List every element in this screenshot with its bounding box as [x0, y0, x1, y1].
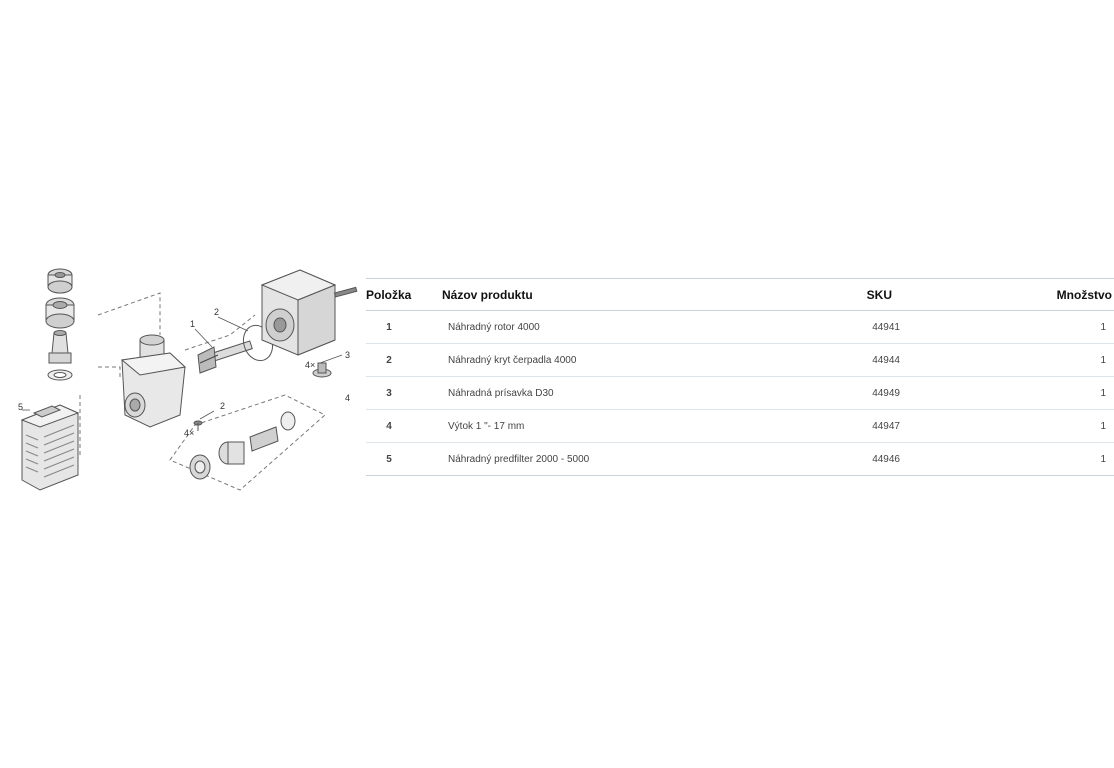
callout-5: 5: [18, 402, 24, 412]
row-sku: 44941: [742, 311, 1002, 344]
outlet-nut-icon: [48, 269, 72, 293]
table-row: [366, 443, 1114, 476]
header-qty: Množstvo: [1002, 279, 1114, 311]
row-item: 4: [366, 410, 442, 443]
row-item: 1: [366, 311, 442, 344]
parts-table: [366, 278, 1114, 476]
row-qty: 1: [1002, 311, 1114, 344]
table-row: [366, 344, 1114, 377]
header-item: Položka: [366, 279, 442, 311]
header-sku: SKU: [742, 279, 1002, 311]
screw-icon: [194, 421, 202, 431]
callout-2-bottom: 2: [220, 401, 226, 411]
row-sku: 44949: [742, 377, 1002, 410]
outlet-kit-icon: [190, 412, 295, 479]
motor-block-icon: [262, 270, 357, 355]
row-name: Výtok 1 "- 17 mm: [442, 410, 742, 443]
callout-3: 3: [345, 350, 351, 360]
table-header-row: [366, 279, 1114, 311]
table-row: [366, 410, 1114, 443]
union-nut-icon: [46, 298, 74, 328]
pump-housing-icon: [122, 335, 185, 427]
row-sku: 44947: [742, 410, 1002, 443]
row-qty: 1: [1002, 344, 1114, 377]
row-name: Náhradná prísavka D30: [442, 377, 742, 410]
row-qty: 1: [1002, 443, 1114, 476]
row-name: Náhradný rotor 4000: [442, 311, 742, 344]
row-sku: 44944: [742, 344, 1002, 377]
row-item: 2: [366, 344, 442, 377]
callout-4: 4: [345, 393, 351, 403]
callout-4x-bottom: 4×: [184, 428, 195, 438]
gasket-ring-icon: [48, 370, 72, 380]
callout-4x-right: 4×: [305, 360, 316, 370]
row-qty: 1: [1002, 410, 1114, 443]
table-row: [366, 311, 1114, 344]
table-row: [366, 377, 1114, 410]
row-sku: 44946: [742, 443, 1002, 476]
header-name: Názov produktu: [442, 279, 742, 311]
suction-cup-icon: [313, 363, 331, 377]
row-qty: 1: [1002, 377, 1114, 410]
callout-2-top: 2: [214, 307, 220, 317]
prefilter-icon: [22, 405, 78, 490]
exploded-pump-diagram: [0, 255, 360, 500]
row-item: 5: [366, 443, 442, 476]
row-item: 3: [366, 377, 442, 410]
row-name: Náhradný predfilter 2000 - 5000: [442, 443, 742, 476]
hose-adapter-icon: [49, 331, 71, 364]
callout-1: 1: [190, 319, 196, 329]
row-name: Náhradný kryt čerpadla 4000: [442, 344, 742, 377]
